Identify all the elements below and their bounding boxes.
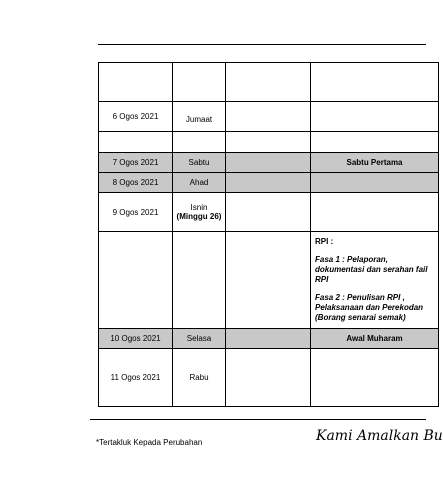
day-label: Jumaat <box>185 115 213 124</box>
day-cell <box>173 102 226 132</box>
top-rule <box>98 44 426 45</box>
rpi-fasa-2: Fasa 2 : Penulisan RPI , Pelaksanaan dan Perekodan (Borang senarai semak) <box>315 293 424 322</box>
note-cell <box>311 132 439 153</box>
bottom-rule <box>90 419 426 420</box>
date-cell: 6 Ogos 2021 <box>99 102 173 132</box>
blank-cell <box>226 153 311 173</box>
table-row <box>99 329 439 349</box>
blank-cell <box>226 329 311 349</box>
note-cell <box>311 173 439 193</box>
note-cell: Awal Muharam <box>311 329 439 349</box>
week-label: (Minggu 26) <box>176 212 222 221</box>
note-cell <box>311 63 439 102</box>
date-cell: 8 Ogos 2021 <box>99 173 173 193</box>
date-cell: 10 Ogos 2021 <box>99 329 173 349</box>
note-cell: Sabtu Pertama <box>311 153 439 173</box>
date-cell: 7 Ogos 2021 <box>99 153 173 173</box>
date-cell <box>99 132 173 153</box>
table-row <box>99 132 439 153</box>
table-row <box>99 193 439 232</box>
date-cell: 11 Ogos 2021 <box>99 349 173 407</box>
rpi-heading: RPI : <box>315 237 334 246</box>
blank-cell <box>226 173 311 193</box>
table-row <box>99 153 439 173</box>
blank-cell <box>226 132 311 153</box>
blank-cell <box>226 102 311 132</box>
note-cell <box>311 102 439 132</box>
table-row <box>99 232 439 329</box>
table-row <box>99 63 439 102</box>
rpi-fasa-1: Fasa 1 : Pelaporan, dokumentasi dan serahan fail RPI <box>315 255 428 284</box>
day-cell: Rabu <box>173 349 226 407</box>
footer-note: *Tertakluk Kepada Perubahan <box>96 438 203 447</box>
day-cell <box>173 193 226 232</box>
day-cell: Ahad <box>173 173 226 193</box>
day-cell <box>173 132 226 153</box>
date-cell: 9 Ogos 2021 <box>99 193 173 232</box>
blank-cell <box>226 349 311 407</box>
note-cell <box>311 349 439 407</box>
day-cell <box>173 63 226 102</box>
motto-text: Kami Amalkan Bu <box>316 428 443 444</box>
day-cell <box>173 232 226 329</box>
note-cell <box>311 193 439 232</box>
schedule-table <box>98 62 439 407</box>
blank-cell <box>226 232 311 329</box>
day-label: Isnin <box>190 203 208 212</box>
rpi-notes-cell <box>311 232 439 329</box>
day-cell: Selasa <box>173 329 226 349</box>
date-cell <box>99 63 173 102</box>
table-row <box>99 102 439 132</box>
blank-cell <box>226 63 311 102</box>
blank-cell <box>226 193 311 232</box>
table-row <box>99 349 439 407</box>
day-cell: Sabtu <box>173 153 226 173</box>
date-cell <box>99 232 173 329</box>
table-row <box>99 173 439 193</box>
